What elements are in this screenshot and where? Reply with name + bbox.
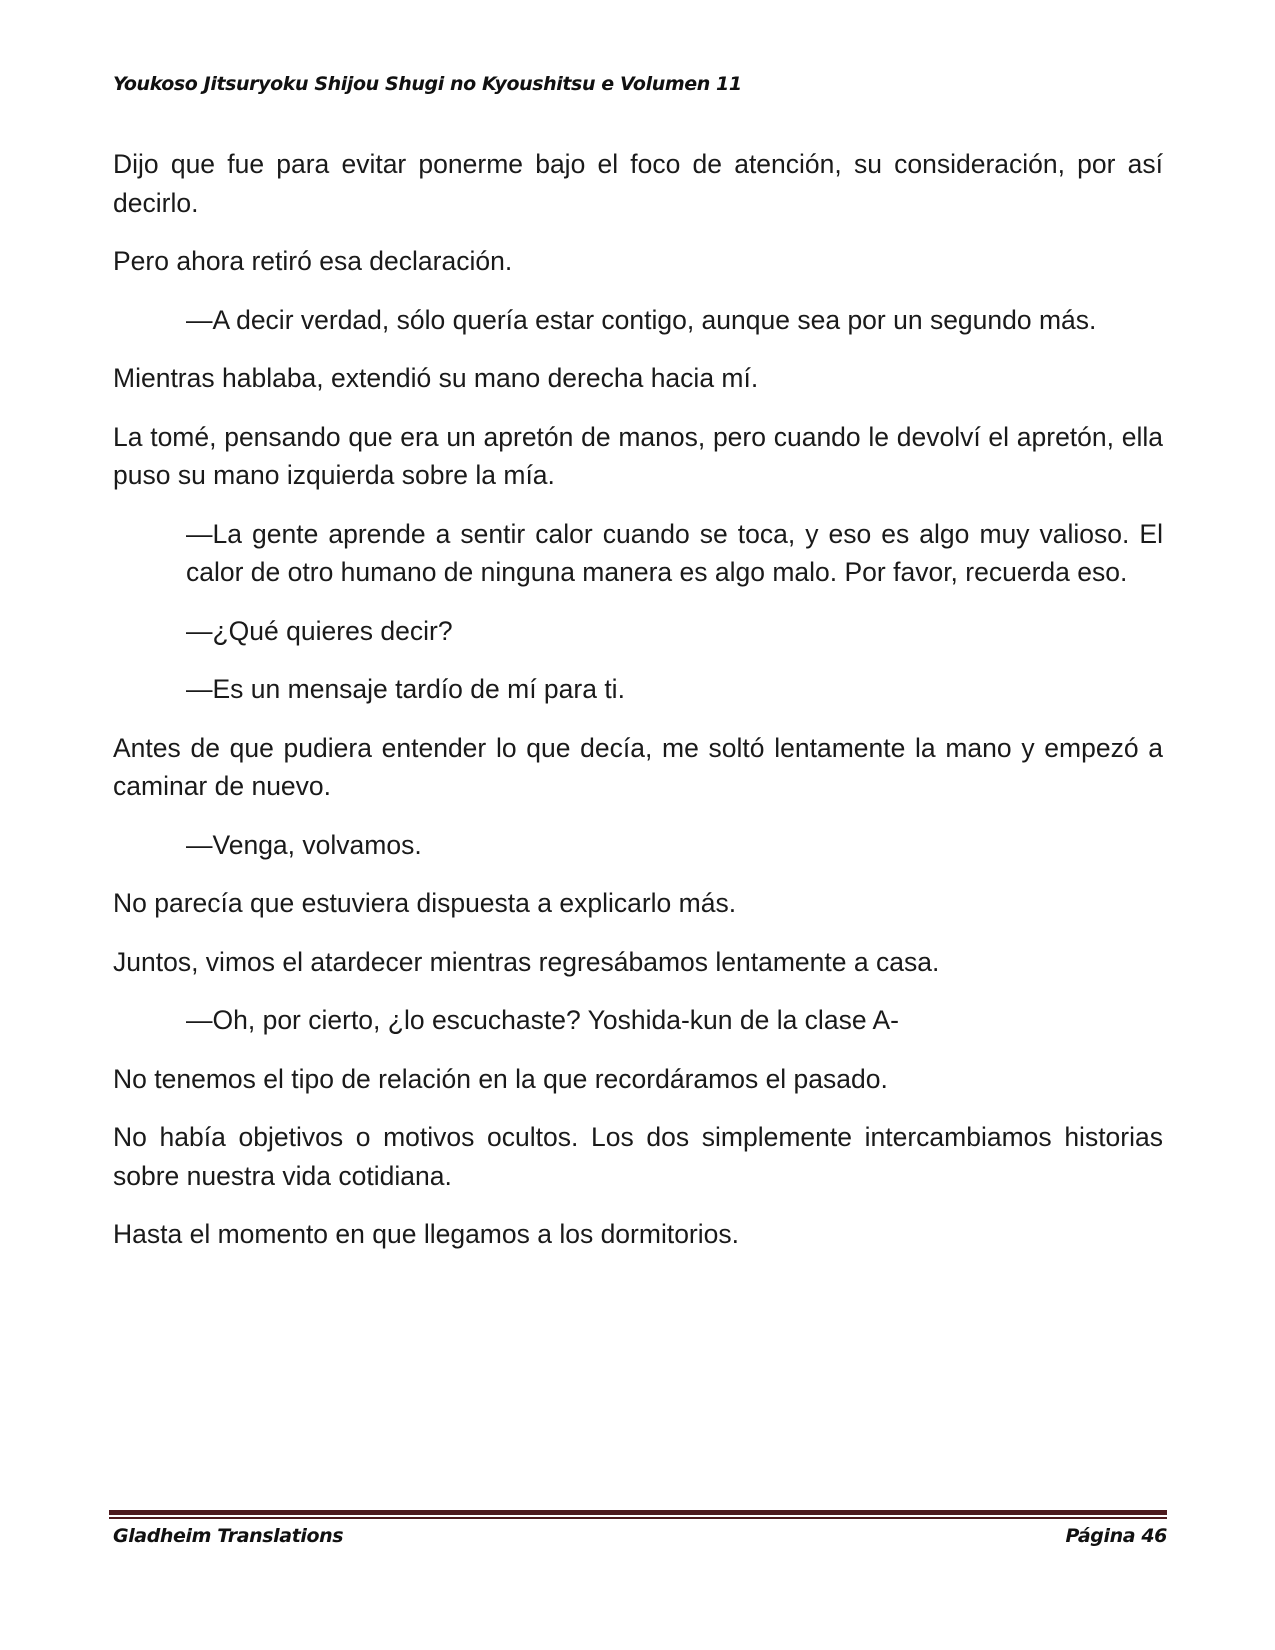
paragraph: Pero ahora retiró esa declaración. [113, 246, 513, 276]
paragraph: No tenemos el tipo de relación en la que recordáramos el pasado. [113, 1063, 888, 1094]
paragraph: Mientras hablaba, extendió su mano derecha hacia mí. [113, 363, 759, 393]
document-body [113, 145, 1163, 1274]
paragraph: No parecía que estuviera dispuesta a explicarlo más. [113, 888, 737, 918]
dialogue-line: —La gente aprende a sentir calor cuando se toca, y eso es algo muy valioso. El calor de otro humano de ninguna manera es algo malo. Por favor, recuerda eso. [186, 518, 1163, 587]
paragraph: Juntos, vimos el atardecer mientras regresábamos lentamente a casa. [113, 946, 940, 977]
dialogue-line: —Oh, por cierto, ¿lo escuchaste? Yoshida-kun de la clase A- [186, 1005, 899, 1035]
paragraph: Dijo que fue para evitar ponerme bajo el foco de atención, su consideración, por así decirlo. [113, 149, 1163, 218]
paragraph: La tomé, pensando que era un apretón de manos, pero cuando le devolví el apretón, ella puso su mano izquierda sobre la mía. [113, 421, 1163, 490]
dialogue-line: —¿Qué quieres decir? [186, 615, 453, 646]
footer-divider [109, 1510, 1167, 1519]
page-number: Página 46 [1065, 1525, 1167, 1547]
footer-divider-thick [109, 1510, 1167, 1515]
footer-credit: Gladheim Translations [113, 1525, 344, 1547]
dialogue-line: —Venga, volvamos. [186, 829, 422, 860]
paragraph: No había objetivos o motivos ocultos. Los dos simplemente intercambiamos historias sobre nuestra vida cotidiana. [113, 1122, 1163, 1191]
dialogue-line: —A decir verdad, sólo quería estar contigo, aunque sea por un segundo más. [186, 304, 1097, 335]
paragraph: Antes de que pudiera entender lo que decía, me soltó lentamente la mano y empezó a caminar de nuevo. [113, 732, 1163, 801]
dialogue-line: —Es un mensaje tardío de mí para ti. [186, 674, 625, 704]
paragraph: Hasta el momento en que llegamos a los dormitorios. [113, 1219, 739, 1249]
footer-divider-thin [109, 1517, 1167, 1519]
page-header: Youkoso Jitsuryoku Shijou Shugi no Kyoushitsu e Volumen 11 [113, 73, 742, 95]
